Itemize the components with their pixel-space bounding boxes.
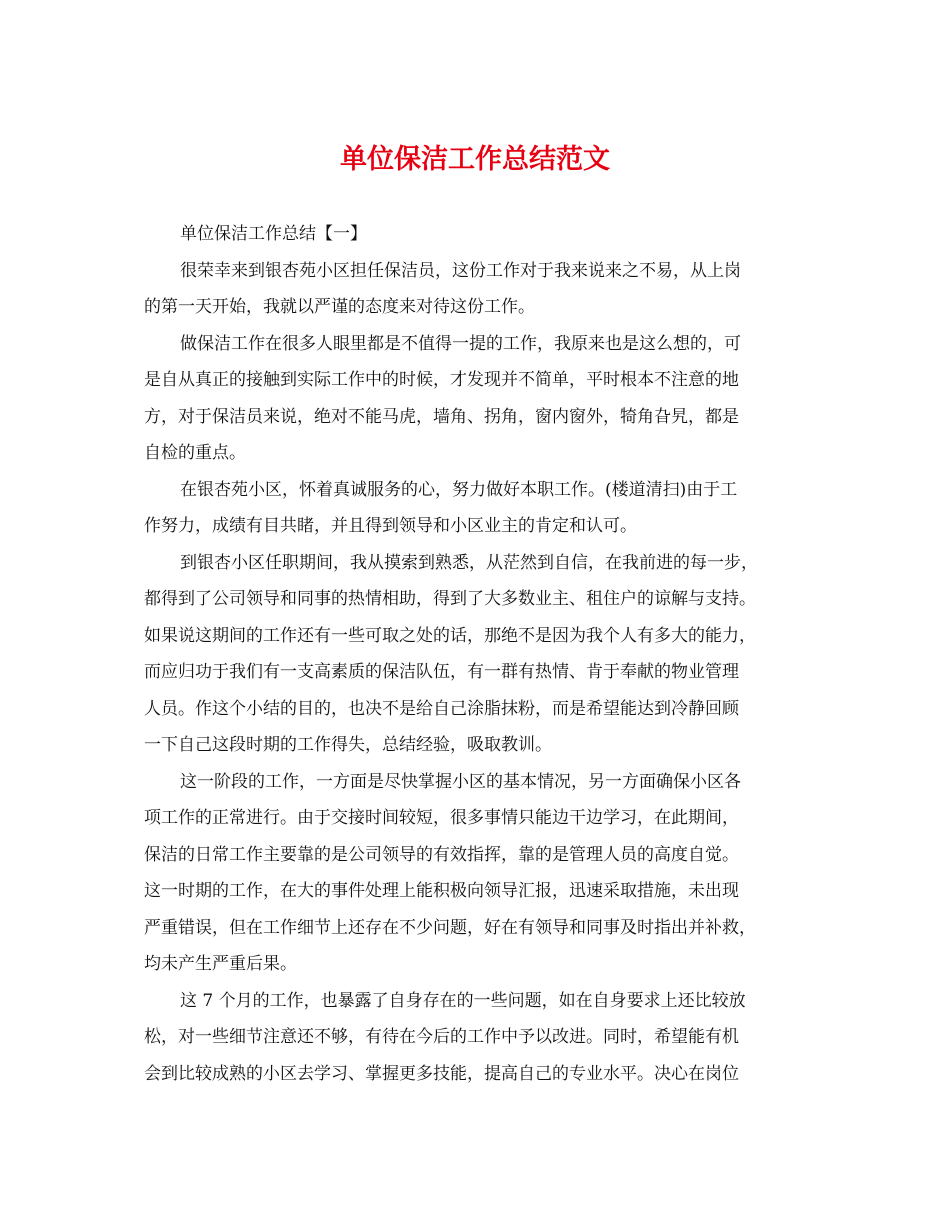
paragraph-line: 作努力，成绩有目共睹，并且得到领导和小区业主的肯定和认可。: [144, 516, 637, 536]
paragraph-line: 的第一天开始，我就以严谨的态度来对待这份工作。: [144, 297, 535, 317]
paragraph: [144, 253, 806, 326]
paragraph-line: 人员。作这个小结的目的，也决不是给自己涂脂抹粉，而是希望能达到冷静回顾: [144, 698, 739, 719]
paragraph: [144, 472, 806, 545]
document-title: 单位保洁工作总结范文: [340, 144, 610, 175]
document-body: [144, 216, 806, 1092]
paragraph-line: 单位保洁工作总结【一】: [180, 224, 367, 244]
paragraph-line: 在银杏苑小区，怀着真诚服务的心，努力做好本职工作。(楼道清扫)由于工: [180, 479, 738, 500]
paragraph: [144, 545, 806, 764]
paragraph-line: 如果说这期间的工作还有一些可取之处的话，那绝不是因为我个人有多大的能力，: [144, 625, 756, 646]
paragraph-line: 自检的重点。: [144, 443, 246, 463]
paragraph: [144, 326, 806, 472]
paragraph-line: 而应归功于我们有一支高素质的保洁队伍，有一群有热情、肯于奉献的物业管理: [144, 662, 739, 682]
paragraph-line: 做保洁工作在很多人眼里都是不值得一提的工作，我原来也是这么想的，可: [180, 333, 741, 354]
paragraph-line: 很荣幸来到银杏苑小区担任保洁员，这份工作对于我来说来之不易，从上岗: [180, 260, 741, 281]
section-heading: [144, 216, 806, 253]
paragraph-line: 到银杏小区任职期间，我从摸索到熟悉，从茫然到自信，在我前进的每一步，: [180, 552, 758, 573]
paragraph-line: 方，对于保洁员来说，绝对不能马虎，墙角、拐角，窗内窗外，犄角旮旯，都是: [144, 406, 739, 427]
paragraph-line: 保洁的日常工作主要靠的是公司领导的有效指挥，靠的是管理人员的高度自觉。: [144, 844, 739, 865]
paragraph-line: 这一阶段的工作，一方面是尽快掌握小区的基本情况，另一方面确保小区各: [180, 771, 741, 792]
paragraph-line: 这 7 个月的工作，也暴露了自身存在的一些问题，如在自身要求上还比较放: [180, 990, 746, 1011]
paragraph: [144, 764, 806, 983]
paragraph-line: 项工作的正常进行。由于交接时间较短，很多事情只能边干边学习，在此期间，: [144, 808, 739, 828]
paragraph-line: 松，对一些细节注意还不够，有待在今后的工作中予以改进。同时，希望能有机: [144, 1027, 739, 1047]
paragraph-line: 均未产生严重后果。: [144, 954, 297, 974]
paragraph-line: 是自从真正的接触到实际工作中的时候，才发现并不简单，平时根本不注意的地: [144, 370, 739, 390]
paragraph-line: 这一时期的工作，在大的事件处理上能积极向领导汇报，迅速采取措施，未出现: [144, 881, 739, 901]
paragraph-line: 严重错误，但在工作细节上还存在不少问题，好在有领导和同事及时指出并补救，: [144, 917, 756, 938]
paragraph: [144, 983, 806, 1093]
paragraph-line: 会到比较成熟的小区去学习、掌握更多技能，提高自己的专业水平。决心在岗位: [144, 1063, 739, 1084]
paragraph-line: 一下自己这段时期的工作得失，总结经验，吸取教训。: [144, 735, 552, 755]
paragraph-line: 都得到了公司领导和同事的热情相助，得到了大多数业主、租住户的谅解与支持。: [144, 589, 756, 609]
